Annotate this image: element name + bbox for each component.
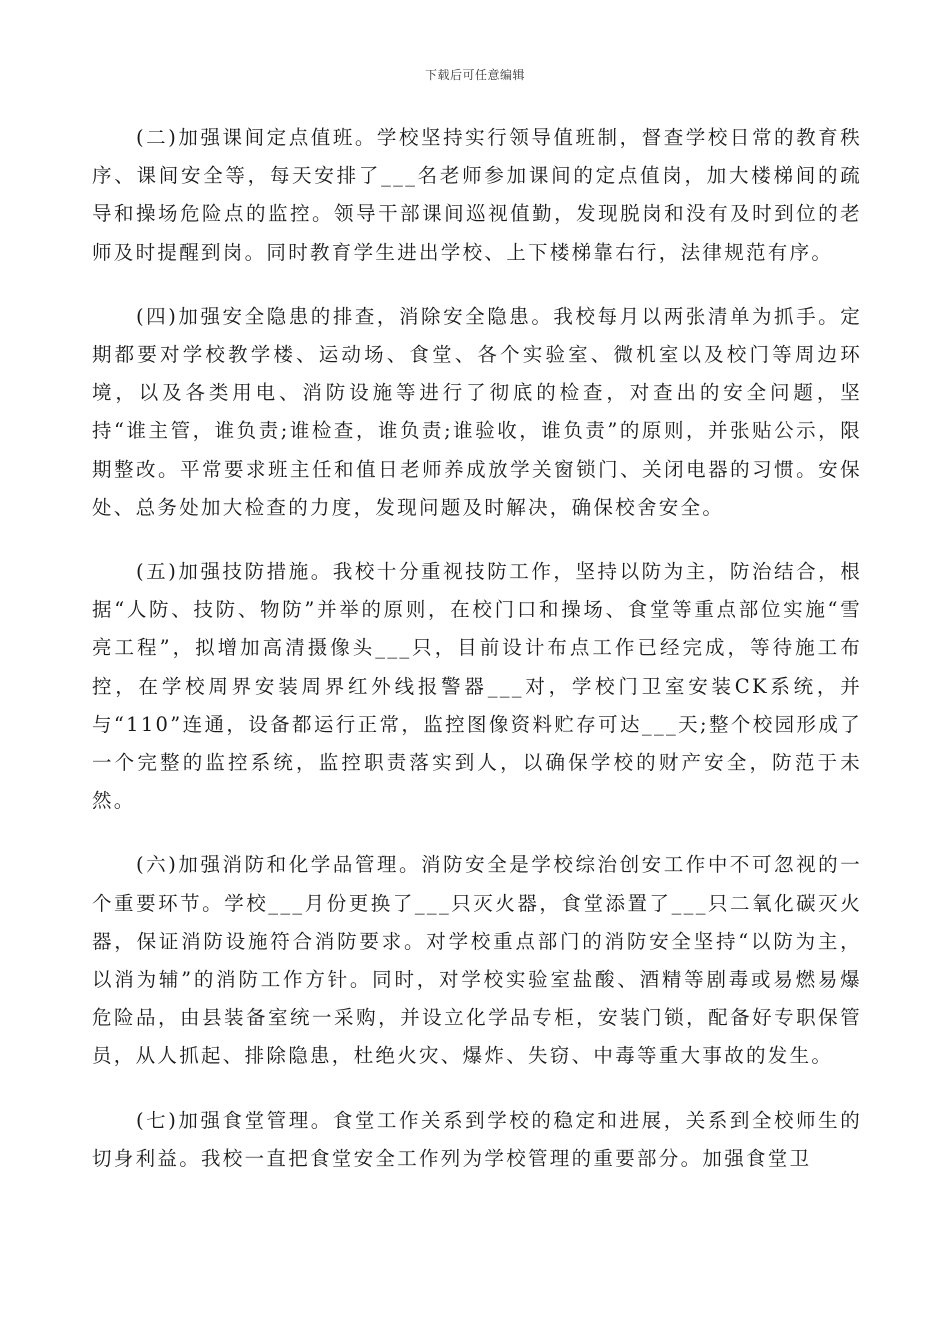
paragraph-canteen: (七)加强食堂管理。食堂工作关系到学校的稳定和进展，关系到全校师生的切身利益。我校一直把食堂安全工作列为学校管理的重要部分。加强食堂卫 <box>92 1108 862 1170</box>
paragraph-hazard-inspection: (四)加强安全隐患的排查，消除安全隐患。我校每月以两张清单为抓手。定期都要对学校教学楼、运动场、食堂、各个实验室、微机室以及校门等周边环境，以及各类用电、消防设施等进行了彻底的检查，对查出的安全问题，坚持“谁主管，谁负责;谁检查，谁负责;谁验收，谁负责”的原则，并张贴公示，限期整改。平常要求班主任和值日老师养成放学关窗锁门、关闭电器的习惯。安保处、总务处加大检查的力度，发现问题及时解决，确保校舍安全。 <box>92 304 862 519</box>
page-header-note: 下载后可任意编辑 <box>424 68 525 82</box>
paragraph-fire-chemical: (六)加强消防和化学品管理。消防安全是学校综治创安工作中不可忽视的一个重要环节。学校___月份更换了___只灭火器，食堂添置了___只二氧化碳灭火器，保证消防设施符合消防要求。对学校重点部门的消防安全坚持“以防为主，以消为辅”的消防工作方针。同时，对学校实验室盐酸、酒精等剧毒或易燃易爆危险品，由县装备室统一采购，并设立化学品专柜，安装门锁，配备好专职保管员，从人抓起、排除隐患，杜绝火灾、爆炸、失窃、中毒等重大事故的发生。 <box>92 853 862 1068</box>
document-body <box>92 119 862 1204</box>
paragraph-technical-defense: (五)加强技防措施。我校十分重视技防工作，坚持以防为主，防治结合，根据“人防、技防、物防”并举的原则，在校门口和操场、食堂等重点部位实施“雪亮工程”，拟增加高清摄像头___只，目前设计布点工作已经完成，等待施工布控，在学校周界安装周界红外线报警器___对，学校门卫室安装CK系统，并与“110”连通，设备都运行正常，监控图像资料贮存可达___天;整个校园形成了一个完整的监控系统，监控职责落实到人，以确保学校的财产安全，防范于未然。 <box>92 560 862 813</box>
paragraph-duty-shift: (二)加强课间定点值班。学校坚持实行领导值班制，督查学校日常的教育秩序、课间安全等，每天安排了___名老师参加课间的定点值岗，加大楼梯间的疏导和操场危险点的监控。领导干部课间巡视值勤，发现脱岗和没有及时到位的老师及时提醒到岗。同时教育学生进出学校、上下楼梯靠右行，法律规范有序。 <box>92 126 862 264</box>
